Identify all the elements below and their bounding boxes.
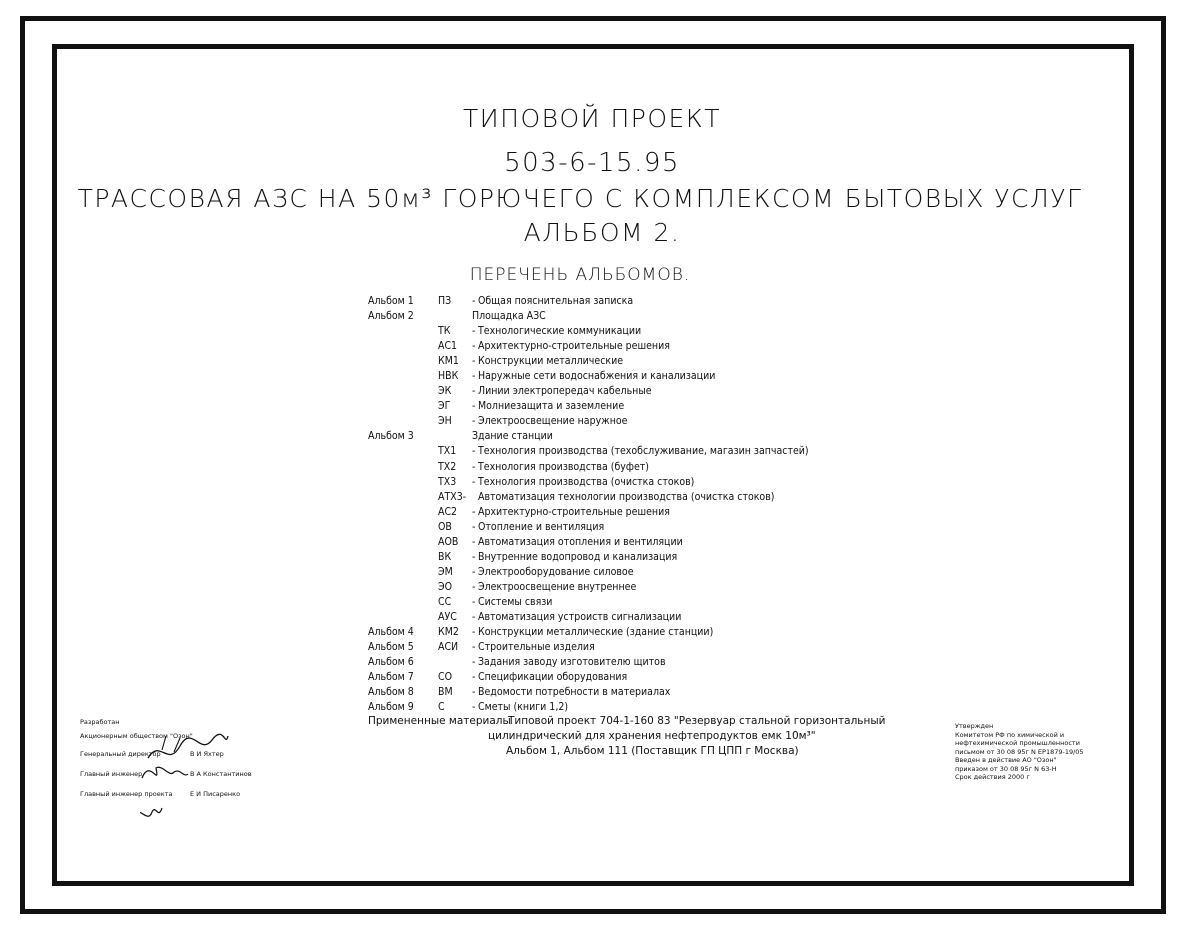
album-description: Технология производства (буфет) [478,460,649,473]
album-dash: - [472,460,476,473]
album-code: АСИ [438,641,459,654]
album-code: КМ1 [438,355,459,368]
album-description: Технология производства (очистка стоков) [478,475,695,488]
album-label: Альбом 8 [368,686,414,699]
album-dash: - [472,550,476,563]
album-code: АОВ [438,535,459,548]
album-label: Альбом 5 [368,641,414,654]
album-list-title: ПЕРЕЧЕНЬ АЛЬБОМОВ. [469,265,691,285]
role-chief-project-engineer: Главный инженер проекта [80,790,173,798]
album-dash: - [472,626,476,639]
album-description: Автоматизация устроиств сигнализации [478,610,682,623]
album-label: Альбом 3 [368,430,414,443]
album-code: ВК [438,550,452,563]
album-description: Спецификации оборудования [478,671,628,684]
album-code: ЭГ [438,400,451,413]
album-code: ТХ2 [438,460,457,473]
album-dash: - [472,445,476,458]
album-code: АС2 [438,505,458,518]
applied-materials-line-1: Типовой проект 704-1-160 83 "Резервуар стальной горизонтальный [508,715,886,727]
album-description: Молниезащита и заземление [478,400,625,413]
approval-line-6: приказом от 30 08 95г N 63-Н [955,764,1057,773]
approval-block [955,722,1084,782]
album-code: ВМ [438,686,453,699]
album-description: Электроосвещение внутреннее [478,580,637,593]
album-code: С [438,701,445,714]
album-label: Альбом 2 [368,310,414,323]
album-dash: - [472,520,476,533]
album-dash: - [472,400,476,413]
album-dash: - [472,340,476,353]
album-label: Альбом 7 [368,671,414,684]
album-code: ПЗ [438,295,452,307]
album-description: Электроосвещение наружное [478,415,628,428]
album-code: ТХ3 [438,475,457,488]
album-description: Линии электропередач кабельные [478,385,652,398]
album-description: Архитектурно-строительные решения [478,505,670,518]
album-number: АЛЬБОМ 2. [523,218,681,247]
album-description: Автоматизация технологии производства (очистка стоков) [478,490,775,503]
album-dash: - [472,565,476,578]
album-description: Системы связи [478,595,553,608]
album-code: ЭО [438,580,453,593]
album-dash: - [472,671,476,684]
album-description: Конструкции металлические [478,355,624,368]
album-dash: - [472,415,476,428]
album-description: Внутренние водопровод и канализация [478,550,678,563]
album-dash: - [472,686,476,699]
album-description: Архитектурно-строительные решения [478,340,670,353]
album-description: Автоматизация отопления и вентиляции [478,535,683,548]
approval-line-2: Комитетом РФ по химической и [955,730,1065,739]
album-code: КМ2 [438,626,459,639]
album-section: Здание станции [472,430,553,443]
album-dash: - [472,595,476,608]
album-code: СО [438,671,453,684]
album-dash: - [472,656,476,669]
album-description: Ведомости потребности в материалах [478,686,671,699]
applied-materials-line-3: Альбом 1, Альбом 111 (Поставщик ГП ЦПП г Москва) [506,745,799,757]
developer-org: Акционерным обществом "Озон" [80,732,193,740]
approval-line-4: письмом от 30 08 95г N ЕР1879-19/05 [955,747,1084,756]
album-description: Сметы (книги 1,2) [478,701,569,714]
approval-line-7: Срок действия 2000 г [955,773,1030,781]
album-section: Площадка АЗС [472,310,546,323]
album-dash: - [472,701,476,714]
album-dash: - [472,641,476,654]
role-general-director: Генеральный директор [80,750,161,758]
album-description: Конструкции металлические (здание станции) [478,626,714,639]
album-code: ОВ [438,520,452,533]
album-label: Альбом 9 [368,701,414,714]
project-name: ТРАССОВАЯ АЗС НА 50м³ ГОРЮЧЕГО С КОМПЛЕКСОМ БЫТОВЫХ УСЛУГ [77,184,1083,213]
album-description: Технология производства (техобслуживание, магазин запчастей) [478,445,809,458]
signatures [140,728,240,838]
album-dash: - [472,355,476,368]
album-code: ЭК [438,385,452,398]
album-description: Отопление и вентиляция [478,520,605,533]
album-dash: - [472,610,476,623]
album-code: НВК [438,370,459,383]
album-dash: - [472,295,476,307]
album-code: ТХ1 [438,445,457,458]
album-dash: - [472,535,476,548]
album-code: ТК [438,325,451,338]
album-code: АТХ3- [438,490,467,503]
developer-label: Разработан [80,718,120,726]
album-dash: - [472,325,476,338]
project-number: 503-6-15.95 [504,148,680,178]
album-code: ЭМ [438,565,453,578]
album-code: АС1 [438,340,458,353]
album-description: Наружные сети водоснабжения и канализации [478,370,716,383]
role-chief-engineer: Главный инженер [80,770,143,778]
album-dash: - [472,370,476,383]
album-description: Общая пояснительная записка [478,295,634,307]
approval-line-5: Введен в действие АО "Озон" [955,756,1057,764]
name-general-director: В И Яхтер [190,750,224,758]
album-description: Строительные изделия [478,641,595,654]
album-description: Электрооборудование силовое [478,565,634,578]
album-code: АУС [438,610,457,623]
album-dash: - [472,475,476,488]
applied-materials-line-2: цилиндрический для хранения нефтепродуктов емк 10м³" [488,730,816,742]
name-chief-project-engineer: Е И Писаренко [190,790,241,798]
approval-line-1: Утвержден [955,722,994,730]
approval-line-3: нефтехимической промышленности [955,739,1080,747]
applied-materials-label: Примененные материалы [368,715,511,727]
album-dash: - [472,385,476,398]
album-dash: - [472,505,476,518]
album-code: СС [438,595,452,608]
album-description: Технологические коммуникации [478,325,642,338]
doc-type-title: ТИПОВОЙ ПРОЕКТ [463,104,721,133]
album-label: Альбом 6 [368,656,414,669]
album-label: Альбом 4 [368,626,414,639]
album-code: ЭН [438,415,452,428]
name-chief-engineer: В А Константинов [190,770,252,778]
album-description: Задания заводу изготовителю щитов [478,656,666,669]
album-label: Альбом 1 [368,295,414,307]
album-dash: - [472,580,476,593]
